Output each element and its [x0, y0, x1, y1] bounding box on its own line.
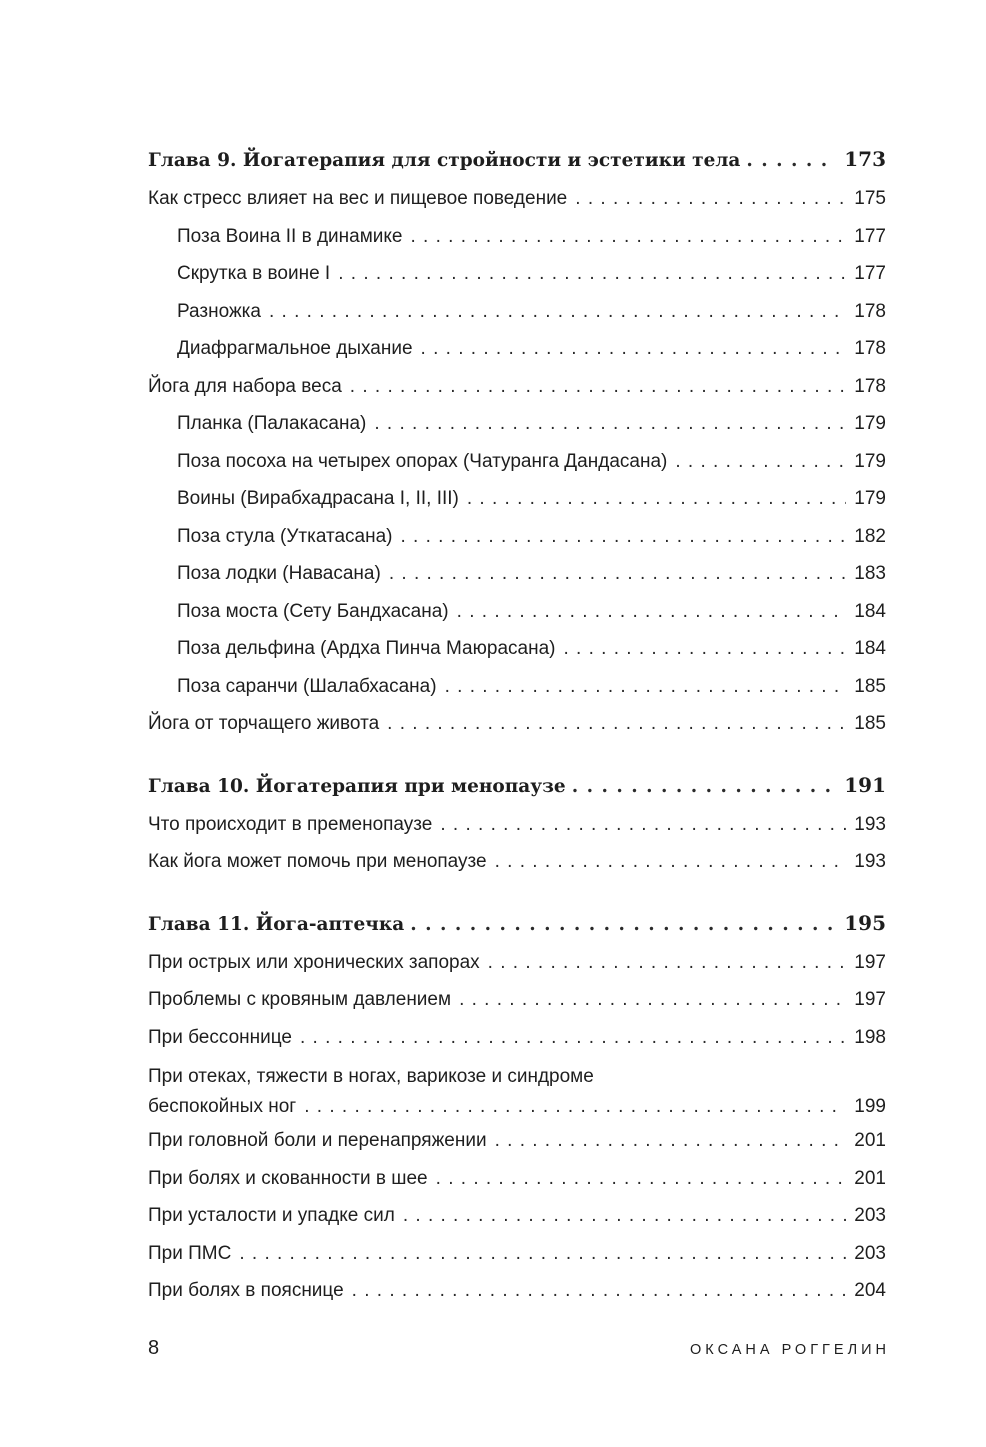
- page-number: 201: [854, 1167, 886, 1189]
- chapter-title: Глава 9. Йогатерапия для стройности и эстетики тела: [148, 150, 741, 171]
- dot-leader: [403, 1197, 846, 1235]
- dot-leader: [300, 1019, 846, 1057]
- dot-leader: [675, 443, 846, 481]
- dot-leader: [421, 330, 847, 368]
- toc-entry[interactable]: [148, 180, 886, 218]
- toc-entry[interactable]: [148, 981, 886, 1019]
- page-number: 173: [844, 147, 886, 171]
- page-number: 203: [854, 1205, 886, 1226]
- toc-subentry[interactable]: [148, 630, 886, 668]
- entry-title: Что происходит в пременопаузе: [148, 813, 433, 835]
- page-number: 179: [854, 488, 886, 509]
- dot-leader: [488, 944, 847, 982]
- toc-entry[interactable]: [148, 806, 886, 844]
- dot-leader: [410, 904, 836, 946]
- dot-leader: [445, 668, 847, 706]
- dot-leader: [459, 981, 846, 1019]
- table-of-contents: [148, 138, 886, 1331]
- entry-title: При усталости и упадке сил: [148, 1205, 395, 1226]
- dot-leader: [304, 1092, 846, 1122]
- dot-leader: [338, 255, 846, 293]
- dot-leader: [239, 1235, 846, 1273]
- entry-title-line-2: беспокойных ног: [148, 1096, 297, 1117]
- entry-title: Поза Воина II в динамике: [177, 225, 403, 247]
- toc-subentry[interactable]: [148, 555, 886, 593]
- dot-leader: [387, 705, 846, 743]
- dot-leader: [575, 180, 846, 218]
- chapter-title: Глава 10. Йогатерапия при менопаузе: [148, 775, 566, 797]
- page-number: 203: [854, 1242, 886, 1264]
- entry-title: При болях и скованности в шее: [148, 1167, 428, 1189]
- entry-title-line-1: При отеках, тяжести в ногах, варикозе и синдроме: [148, 1066, 594, 1087]
- toc-subentry[interactable]: [148, 293, 886, 331]
- chapter-11-section: [148, 902, 886, 1310]
- dot-leader: [440, 806, 846, 844]
- entry-title: Йога от торчащего живота: [148, 713, 380, 734]
- entry-title: Поза дельфина (Ардха Пинча Маюрасана): [177, 638, 556, 659]
- page-number: 178: [854, 338, 886, 359]
- toc-entry[interactable]: [148, 843, 886, 881]
- toc-entry[interactable]: [148, 944, 886, 982]
- page-number: 201: [854, 1130, 886, 1151]
- page-number: 193: [854, 851, 886, 872]
- entry-title: При болях в пояснице: [148, 1280, 344, 1301]
- dot-leader: [563, 630, 846, 668]
- page-number: 185: [854, 675, 886, 697]
- chapter-heading[interactable]: [148, 902, 886, 944]
- toc-entry[interactable]: [148, 368, 886, 406]
- entry-title: Как стресс влияет на вес и пищевое поведение: [148, 188, 568, 209]
- page-number: 178: [854, 300, 886, 322]
- toc-subentry[interactable]: [148, 330, 886, 368]
- entry-title: Поза лодки (Навасана): [177, 563, 381, 584]
- toc-subentry[interactable]: [148, 480, 886, 518]
- page-number: 178: [854, 375, 886, 397]
- running-footer-author: ОКСАНА РОГГЕЛИН: [690, 1342, 890, 1358]
- entry-title: При бессоннице: [148, 1026, 292, 1048]
- dot-leader: [401, 518, 847, 556]
- toc-entry[interactable]: [148, 1160, 886, 1198]
- dot-leader: [436, 1160, 847, 1198]
- entry-title: Диафрагмальное дыхание: [177, 338, 413, 359]
- entry-title: Разножка: [177, 300, 261, 322]
- entry-title: При головной боли и перенапряжении: [148, 1130, 487, 1151]
- page-number: 191: [844, 772, 886, 797]
- toc-entry[interactable]: [148, 1235, 886, 1273]
- page-number: 182: [854, 525, 886, 547]
- entry-title: Воины (Вирабхадрасана I, II, III): [177, 488, 459, 509]
- toc-entry-multiline[interactable]: [148, 1056, 886, 1122]
- toc-entry[interactable]: [148, 1019, 886, 1057]
- toc-subentry[interactable]: [148, 668, 886, 706]
- folio-page-number: 8: [148, 1337, 160, 1359]
- page-number: 195: [844, 910, 886, 935]
- entry-title: Скрутка в воине I: [177, 263, 331, 284]
- chapter-heading[interactable]: [148, 764, 886, 806]
- dot-leader: [495, 1122, 847, 1160]
- page-number: 184: [854, 600, 886, 622]
- entry-title: Поза моста (Сету Бандхасана): [177, 600, 449, 622]
- page-number: 193: [854, 813, 886, 835]
- dot-leader: [350, 368, 847, 406]
- entry-title: При ПМС: [148, 1242, 232, 1264]
- dot-leader: [269, 293, 846, 331]
- page-number: 184: [854, 638, 886, 659]
- toc-entry[interactable]: [148, 1122, 886, 1160]
- toc-entry[interactable]: [148, 1197, 886, 1235]
- chapter-heading[interactable]: [148, 138, 886, 180]
- page-number: 183: [854, 563, 886, 584]
- toc-entry-continuation: [148, 1092, 886, 1122]
- dot-leader: [746, 140, 836, 182]
- entry-title: Йога для набора веса: [148, 375, 342, 397]
- page-number: 197: [854, 951, 886, 973]
- toc-entry[interactable]: [148, 1272, 886, 1310]
- toc-entry[interactable]: [148, 705, 886, 743]
- page-number: 179: [854, 450, 886, 472]
- entry-title: Поза саранчи (Шалабхасана): [177, 675, 437, 697]
- entry-title: Планка (Палакасана): [177, 413, 367, 434]
- page-number: 177: [854, 225, 886, 247]
- dot-leader: [374, 405, 846, 443]
- chapter-title: Глава 11. Йога-аптечка: [148, 913, 405, 935]
- page-number: 204: [854, 1280, 886, 1301]
- toc-subentry[interactable]: [148, 593, 886, 631]
- chapter-9-section: [148, 138, 886, 743]
- toc-subentry[interactable]: [148, 405, 886, 443]
- dot-leader: [495, 843, 847, 881]
- toc-subentry[interactable]: [148, 218, 886, 256]
- dot-leader: [352, 1272, 847, 1310]
- page-number: 175: [854, 188, 886, 209]
- page-number: 177: [854, 263, 886, 284]
- dot-leader: [457, 593, 847, 631]
- page-number: 198: [854, 1026, 886, 1048]
- page-number: 197: [854, 989, 886, 1010]
- entry-title: Поза посоха на четырех опорах (Чатуранга Дандасана): [177, 450, 668, 472]
- dot-leader: [572, 766, 837, 808]
- toc-subentry[interactable]: [148, 443, 886, 481]
- chapter-10-section: [148, 764, 886, 881]
- dot-leader: [389, 555, 846, 593]
- dot-leader: [411, 218, 847, 256]
- entry-title: При острых или хронических запорах: [148, 951, 480, 973]
- entry-title: Проблемы с кровяным давлением: [148, 989, 452, 1010]
- dot-leader: [467, 480, 846, 518]
- page-footer: [148, 1337, 890, 1360]
- page-number: 179: [854, 413, 886, 434]
- entry-title: Как йога может помочь при менопаузе: [148, 851, 487, 872]
- page-number: 199: [854, 1096, 886, 1117]
- entry-title: Поза стула (Уткатасана): [177, 525, 393, 547]
- toc-subentry[interactable]: [148, 518, 886, 556]
- toc-subentry[interactable]: [148, 255, 886, 293]
- page-number: 185: [854, 713, 886, 734]
